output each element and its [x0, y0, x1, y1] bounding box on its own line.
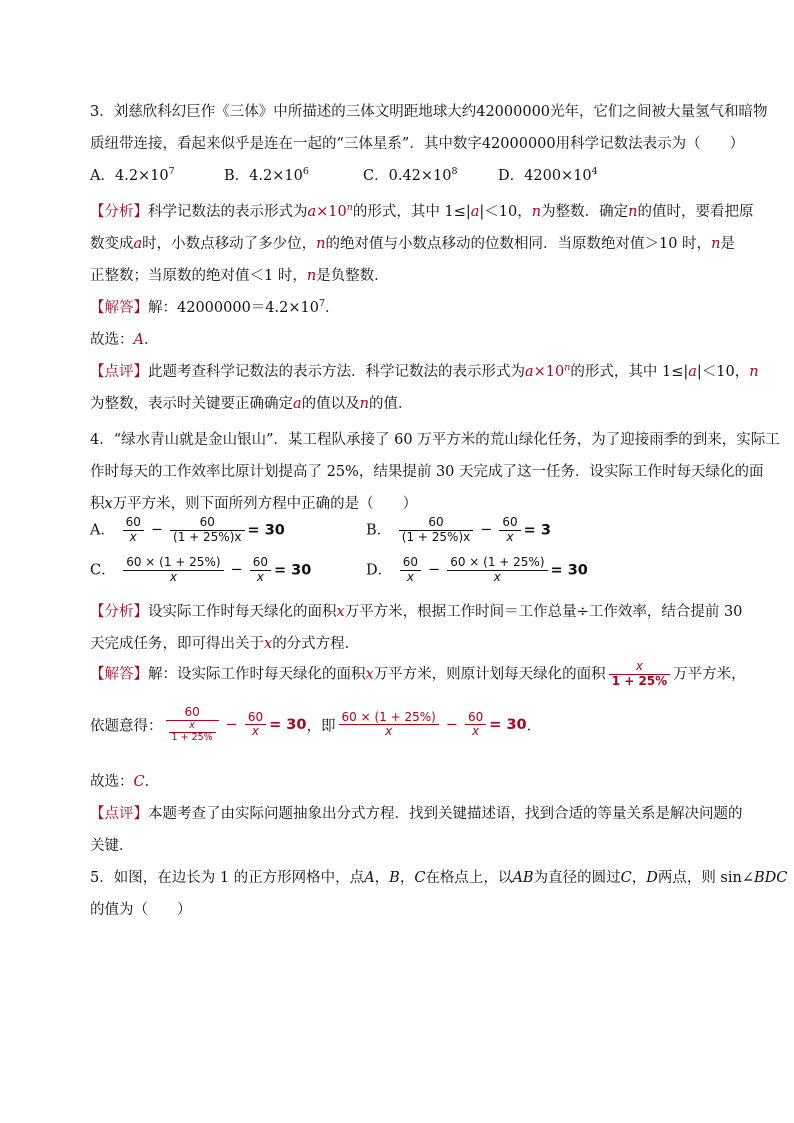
q3-comment-line1: 【点评】此题考查科学记数法的表示方法．科学记数法的表示形式为$a\times 10^n$的形式，其中 1≤|a|＜10，n [90, 362, 759, 380]
q4-number: 4． [90, 432, 114, 448]
q3-number: 3． [90, 104, 114, 120]
q5-number: 5． [90, 870, 114, 886]
q3-comment-line2: 为整数，表示时关键要正确确定a的值以及n的值． [90, 396, 413, 412]
q4-analysis-line1: 【分析】设实际工作时每天绿化的面积x万平方米，根据工作时间＝工作总量÷工作效率，结合提前 30 [90, 604, 743, 620]
q5-stem-line2: 的值为（ ） [90, 902, 192, 918]
q4-comment-line2: 关键． [90, 838, 134, 854]
q4-choice: 故选：C． [90, 774, 160, 790]
q4-analysis-line2: 天完成任务，即可得出关于x的分式方程． [90, 636, 360, 652]
q3-choice: 故选：A． [90, 332, 159, 348]
q3-answer: 【解答】解：$42000000=4.2\times 10^7$． [90, 298, 340, 316]
q3-option-c: C．$0.42\times 10^8$ [363, 166, 458, 184]
q4-stem-line1: 4．“绿水青山就是金山银山”．某工程队承接了 60 万平方米的荒山绿化任务，为了迎接雨季的到来，实际工 [90, 432, 780, 448]
q4-option-c: C． $\frac{60 \times (1 + 25\%)}{x}$ − $\frac{60}{x}$ = 30 [90, 555, 312, 584]
q4-answer-line2: 依题意得： $\frac{60}{\frac{x}{1 + 25\%}}$ − $\frac{60}{x}$ = 30，即 $\frac{60 \times (1 + 25\%)}{x}$ − $\frac{60}{x}$ = 30． [90, 705, 542, 743]
q3-analysis-line3: 正整数；当原数的绝对值＜1 时，n是负整数． [90, 268, 389, 284]
q3-stem-line1: 3．刘慈欣科幻巨作《三体》中所描述的三体文明距地球大约42000000光年，它们之间被大量氢气和暗物 [90, 104, 768, 120]
analysis-tag: 【分析】 [90, 604, 148, 620]
q5-stem-line1: 5．如图，在边长为 1 的正方形网格中，点A，B，C在格点上，以AB为直径的圆过C，D两点，则 sin∠BDC [90, 870, 788, 886]
q4-comment-line1: 【点评】本题考查了由实际问题抽象出分式方程．找到关键描述语，找到合适的等量关系是解决问题的 [90, 806, 743, 822]
q3-option-b: B．$4.2\times 10^6$ [224, 166, 309, 184]
q4-option-b: B． $\frac{60}{(1 + 25\%)x}$ − $\frac{60}{x}$ = 3 [366, 515, 551, 544]
comment-tag: 【点评】 [90, 364, 148, 380]
q3-option-a: A．$4.2\times 10^7$ [90, 166, 175, 184]
q3-analysis-line1: 【分析】科学记数法的表示形式为$a\times 10^n$的形式，其中 1≤|a|＜10，n为整数．确定n的值时，要看把原 [90, 202, 754, 220]
q4-stem-line2: 作时每天的工作效率比原计划提高了 25%，结果提前 30 天完成了这一任务．设实际工作时每天绿化的面 [90, 464, 764, 480]
comment-tag: 【点评】 [90, 806, 148, 822]
analysis-tag: 【分析】 [90, 204, 148, 220]
q4-stem-line3: 积x万平方米，则下面所列方程中正确的是（ ） [90, 496, 418, 512]
answer-tag: 【解答】 [90, 666, 148, 683]
q4-option-d: D． $\frac{60}{x}$ − $\frac{60 \times (1 + 25\%)}{x}$ = 30 [366, 555, 588, 584]
q4-answer-line1: 【解答】解：设实际工作时每天绿化的面积x万平方米，则原计划每天绿化的面积 $\frac{x}{1 + 25\%}$ 万平方米， [90, 659, 746, 688]
q4-option-a: A． $\frac{60}{x}$ − $\frac{60}{(1 + 25\%)x}$ = 30 [90, 515, 285, 544]
q3-analysis-line2: 数变成a时，小数点移动了多少位，n的绝对值与小数点移动的位数相同．当原数绝对值＞10 时，n是 [90, 236, 735, 252]
q3-option-d: D．$4200\times 10^4$ [498, 166, 598, 184]
answer-tag: 【解答】 [90, 300, 148, 316]
q3-stem-line2: 质纽带连接，看起来似乎是连在一起的“三体星系”．其中数字42000000用科学记数法表示为（ ） [90, 136, 745, 152]
